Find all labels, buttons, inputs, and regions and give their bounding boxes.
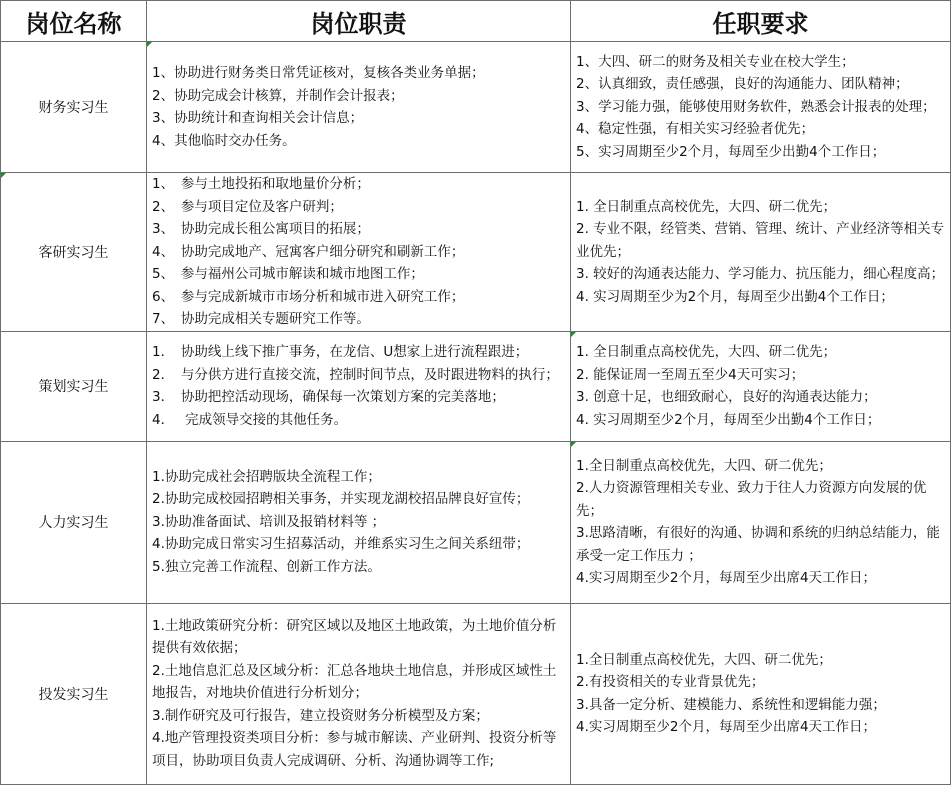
duty-item: 3.制作研究及可行报告，建立投资财务分析模型及方案； <box>152 707 489 724</box>
duty-item: 1.协助完成社会招聘版块全流程工作； <box>152 468 381 485</box>
duty-item: 3、 协助完成长租公寓项目的拓展； <box>152 221 370 237</box>
requirements-cell <box>571 331 951 441</box>
duties-cell <box>147 173 571 332</box>
duty-item: 1.土地政策研究分析：研究区域以及地区土地政策，为土地价值分析提供有效依据； <box>152 617 557 657</box>
duty-item: 3． 协助把控活动现场，确保每一次策划方案的完美落地； <box>152 389 505 405</box>
requirements-cell <box>571 603 951 784</box>
requirement-item: 4. 实习周期至少2个月，每周至少出勤4个工作日； <box>576 411 881 428</box>
requirement-item: 2. 专业不限，经管类、营销、管理、统计、产业经济等相关专业优先； <box>576 221 945 260</box>
header-position-name: 岗位名称 <box>1 1 147 42</box>
requirement-item: 3、学习能力强，能够使用财务软件，熟悉会计报表的处理； <box>576 98 936 115</box>
table-row <box>1 441 951 603</box>
duty-item: 5.独立完善工作流程、创新工作方法。 <box>152 558 381 575</box>
table-row <box>1 42 951 173</box>
duty-item: 2.土地信息汇总及区域分析：汇总各地块土地信息，并形成区域性土地报告，对地块价值进行分析划分； <box>152 662 557 702</box>
requirement-item: 3.思路清晰，有很好的沟通、协调和系统的归纳总结能力，能承受一定工作压力 ； <box>576 525 940 564</box>
requirement-item: 1、大四、研二的财务及相关专业在校大学生； <box>576 53 855 70</box>
position-name <box>1 173 147 332</box>
requirement-item: 3. 创意十足，也细致耐心，良好的沟通表达能力； <box>576 389 877 405</box>
requirement-item: 1.全日制重点高校优先，大四、研二优先； <box>576 457 832 474</box>
requirement-item: 2.人力资源管理相关专业、致力于往人力资源方向发展的优先； <box>576 480 927 519</box>
duty-item: 4、其他临时交办任务。 <box>152 132 296 149</box>
cell-marker-icon <box>571 442 576 447</box>
requirement-item: 2、认真细致，责任感强，良好的沟通能力、团队精神； <box>576 76 909 93</box>
duty-item: 4、 协助完成地产、冠寓客户细分研究和刷新工作； <box>152 243 465 260</box>
position-name-text: 客研实习生 <box>38 244 109 261</box>
requirement-item: 2. 能保证周一至周五至少4天可实习； <box>576 366 805 383</box>
header-responsibilities: 岗位职责 <box>147 1 571 42</box>
requirement-item: 2.有投资相关的专业背景优先； <box>576 674 765 690</box>
requirements-cell <box>571 441 951 603</box>
requirement-item: 4、稳定性强，有相关实习经验者优先； <box>576 121 815 138</box>
requirement-item: 1.全日制重点高校优先，大四、研二优先； <box>576 651 832 668</box>
requirements-cell <box>571 42 951 173</box>
requirement-item: 1. 全日制重点高校优先，大四、研二优先； <box>576 344 837 360</box>
duty-item: 2、 参与项目定位及客户研判； <box>152 198 343 215</box>
table-row <box>1 331 951 441</box>
duty-item: 4． 完成领导交接的其他任务。 <box>152 411 348 428</box>
position-name: 财务实习生 <box>1 42 147 173</box>
duty-item: 2． 与分供方进行直接交流，控制时间节点，及时跟进物料的执行； <box>152 366 559 383</box>
duty-item: 5、 参与福州公司城市解读和城市地图工作； <box>152 266 424 282</box>
requirement-item: 4.实习周期至少2个月，每周至少出席4天工作日； <box>576 719 877 735</box>
duty-item: 2、协助完成会计核算，并制作会计报表； <box>152 87 404 104</box>
duties-cell <box>147 42 571 173</box>
duties-cell <box>147 603 571 784</box>
duty-item: 1． 协助线上线下推广事务，在龙信、U想家上进行流程跟进； <box>152 344 529 360</box>
position-name: 策划实习生 <box>1 331 147 441</box>
duty-item: 3、协助统计和查询相关会计信息； <box>152 110 364 126</box>
duty-item: 1、协助进行财务类日常凭证核对，复核各类业务单据； <box>152 65 485 81</box>
table-row <box>1 173 951 332</box>
cell-marker-icon <box>571 332 576 337</box>
requirements-cell <box>571 173 951 332</box>
requirement-item: 3. 较好的沟通表达能力、学习能力、抗压能力，细心程度高； <box>576 266 945 282</box>
duties-cell <box>147 441 571 603</box>
table-row <box>1 603 951 784</box>
position-name: 人力实习生 <box>1 441 147 603</box>
duties-cell <box>147 331 571 441</box>
duty-item: 6、 参与完成新城市市场分析和城市进入研究工作； <box>152 288 465 305</box>
requirement-item: 4.实习周期至少2个月，每周至少出席4天工作日； <box>576 570 877 586</box>
duty-item: 1、 参与土地投拓和取地量价分析； <box>152 176 370 192</box>
requirement-item: 5、实习周期至少2个月，每周至少出勤4个工作日； <box>576 143 886 160</box>
requirement-item: 1. 全日制重点高校优先，大四、研二优先； <box>576 198 837 215</box>
duty-item: 4.地产管理投资类项目分析：参与城市解读、产业研判、投资分析等项目，协助项目负责人完成调研、分析、沟通协调等工作; <box>152 730 557 769</box>
position-name: 投发实习生 <box>1 603 147 784</box>
header-row <box>1 1 951 42</box>
requirement-item: 3.具备一定分析、建模能力、系统性和逻辑能力强； <box>576 696 886 713</box>
duty-item: 7、 协助完成相关专题研究工作等。 <box>152 311 370 327</box>
cell-marker-icon <box>147 42 152 47</box>
duty-item: 2.协助完成校园招聘相关事务，并实现龙湖校招品牌良好宣传； <box>152 491 530 508</box>
duty-item: 3.协助准备面试、培训及报销材料等 ； <box>152 513 386 530</box>
cell-marker-icon <box>1 173 6 178</box>
requirement-item: 4. 实习周期至少为2个月，每周至少出勤4个工作日； <box>576 288 894 305</box>
header-requirements: 任职要求 <box>571 1 951 42</box>
duty-item: 4.协助完成日常实习生招募活动，并维系实习生之间关系纽带； <box>152 536 530 553</box>
